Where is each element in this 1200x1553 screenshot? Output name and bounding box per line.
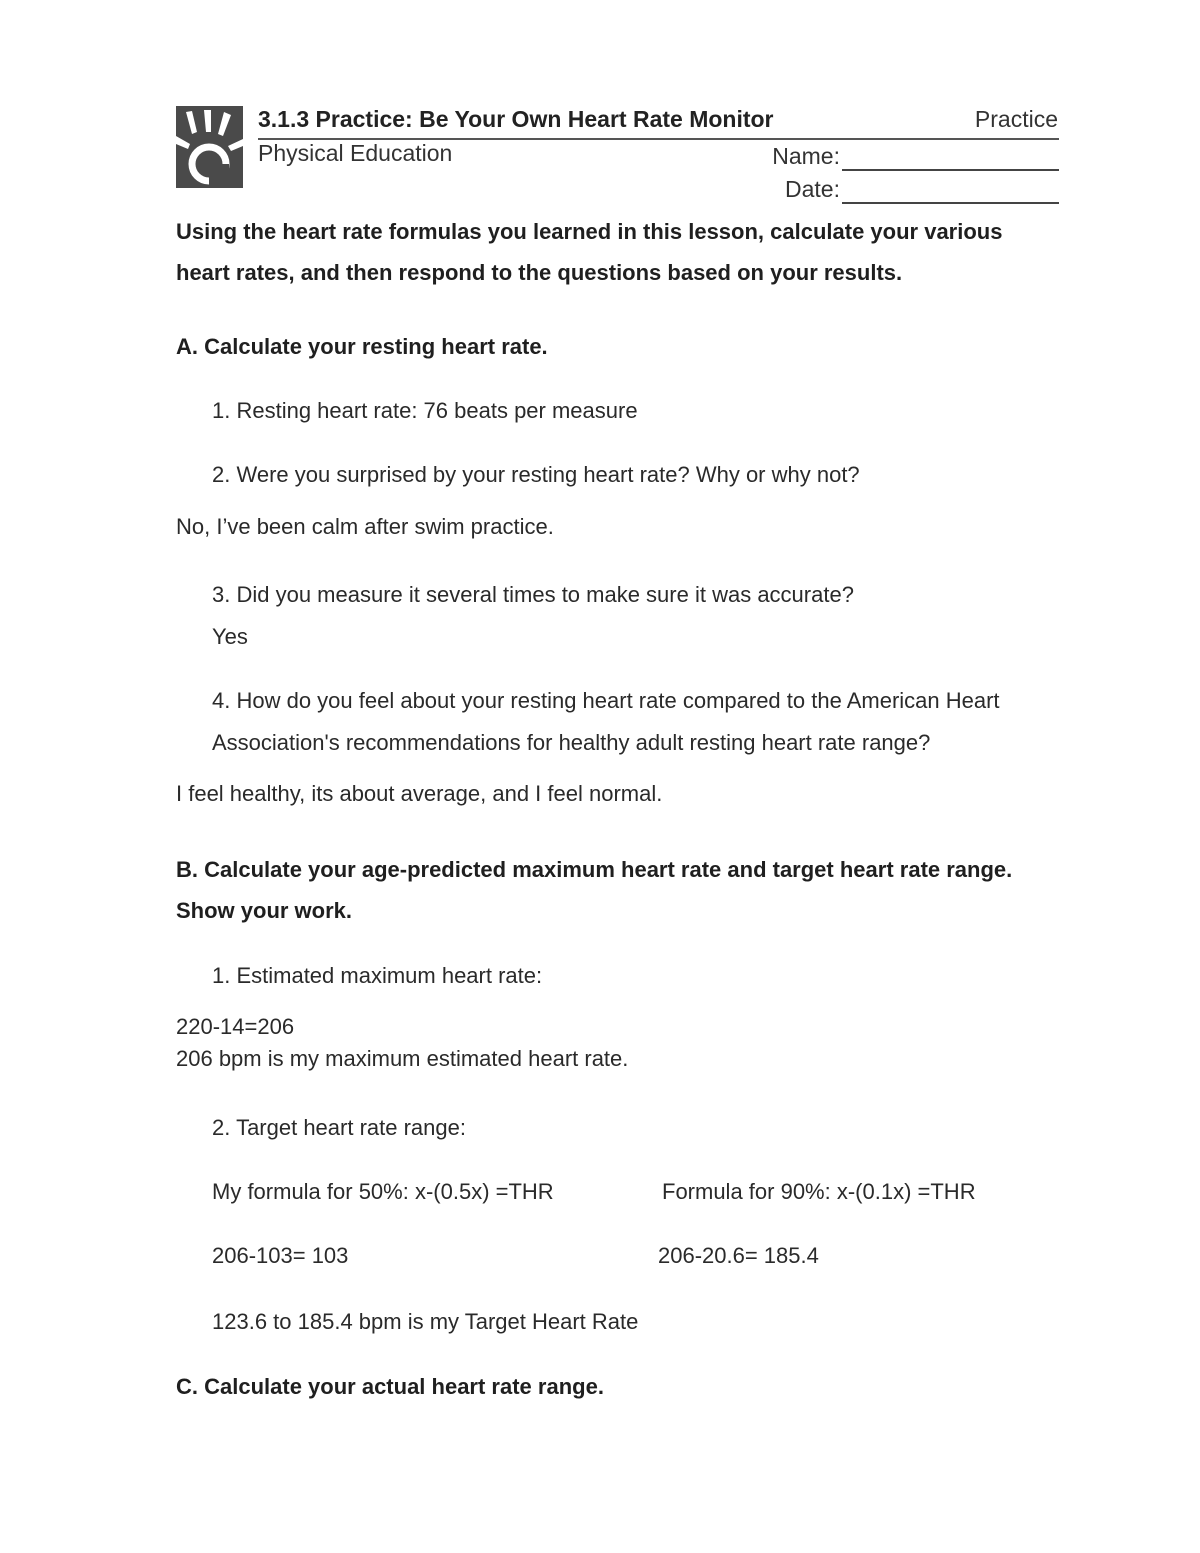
calculation-50-percent: 206-103= 103 (212, 1243, 349, 1268)
name-label: Name: (772, 143, 840, 169)
answer-b1-calculation: 220-14=206 (176, 1014, 295, 1039)
question-a4-line-2: Association's recommendations for healthy adult resting heart rate range? (212, 730, 931, 755)
target-heart-rate-statement: 123.6 to 185.4 bpm is my Target Heart Rate (212, 1309, 639, 1334)
document-title: 3.1.3 Practice: Be Your Own Heart Rate Monitor (258, 106, 774, 132)
answer-b1-statement: 206 bpm is my maximum estimated heart rate. (176, 1046, 629, 1071)
instructions-line-2: heart rates, and then respond to the questions based on your results. (176, 260, 903, 285)
answer-a3: Yes (212, 624, 248, 649)
question-a2: 2. Were you surprised by your resting heart rate? Why or why not? (212, 462, 860, 487)
question-a4-line-1: 4. How do you feel about your resting heart rate compared to the American Heart (212, 688, 1000, 713)
question-a3: 3. Did you measure it several times to make sure it was accurate? (212, 582, 854, 607)
section-b-heading-line-1: B. Calculate your age-predicted maximum heart rate and target heart rate range. (176, 857, 1013, 882)
formula-50-percent: My formula for 50%: x-(0.5x) =THR (212, 1179, 554, 1204)
name-field[interactable] (842, 169, 1059, 171)
date-field[interactable] (842, 202, 1059, 204)
question-b1: 1. Estimated maximum heart rate: (212, 963, 543, 988)
section-b-heading-line-2: Show your work. (176, 898, 353, 923)
question-b2: 2. Target heart rate range: (212, 1115, 466, 1140)
calculation-90-percent: 206-20.6= 185.4 (658, 1243, 819, 1268)
formula-90-percent: Formula for 90%: x-(0.1x) =THR (662, 1179, 976, 1204)
date-label: Date: (785, 176, 840, 202)
question-a1: 1. Resting heart rate: 76 beats per measure (212, 398, 638, 423)
section-a-heading: A. Calculate your resting heart rate. (176, 334, 548, 359)
subject-label: Physical Education (258, 140, 453, 166)
answer-a4: I feel healthy, its about average, and I feel normal. (176, 781, 663, 806)
answer-a2: No, I’ve been calm after swim practice. (176, 514, 554, 539)
document-type: Practice (974, 106, 1058, 132)
school-logo-icon (176, 106, 243, 188)
section-c-heading: C. Calculate your actual heart rate range. (176, 1374, 604, 1399)
instructions-line-1: Using the heart rate formulas you learned in this lesson, calculate your various (176, 219, 1003, 244)
